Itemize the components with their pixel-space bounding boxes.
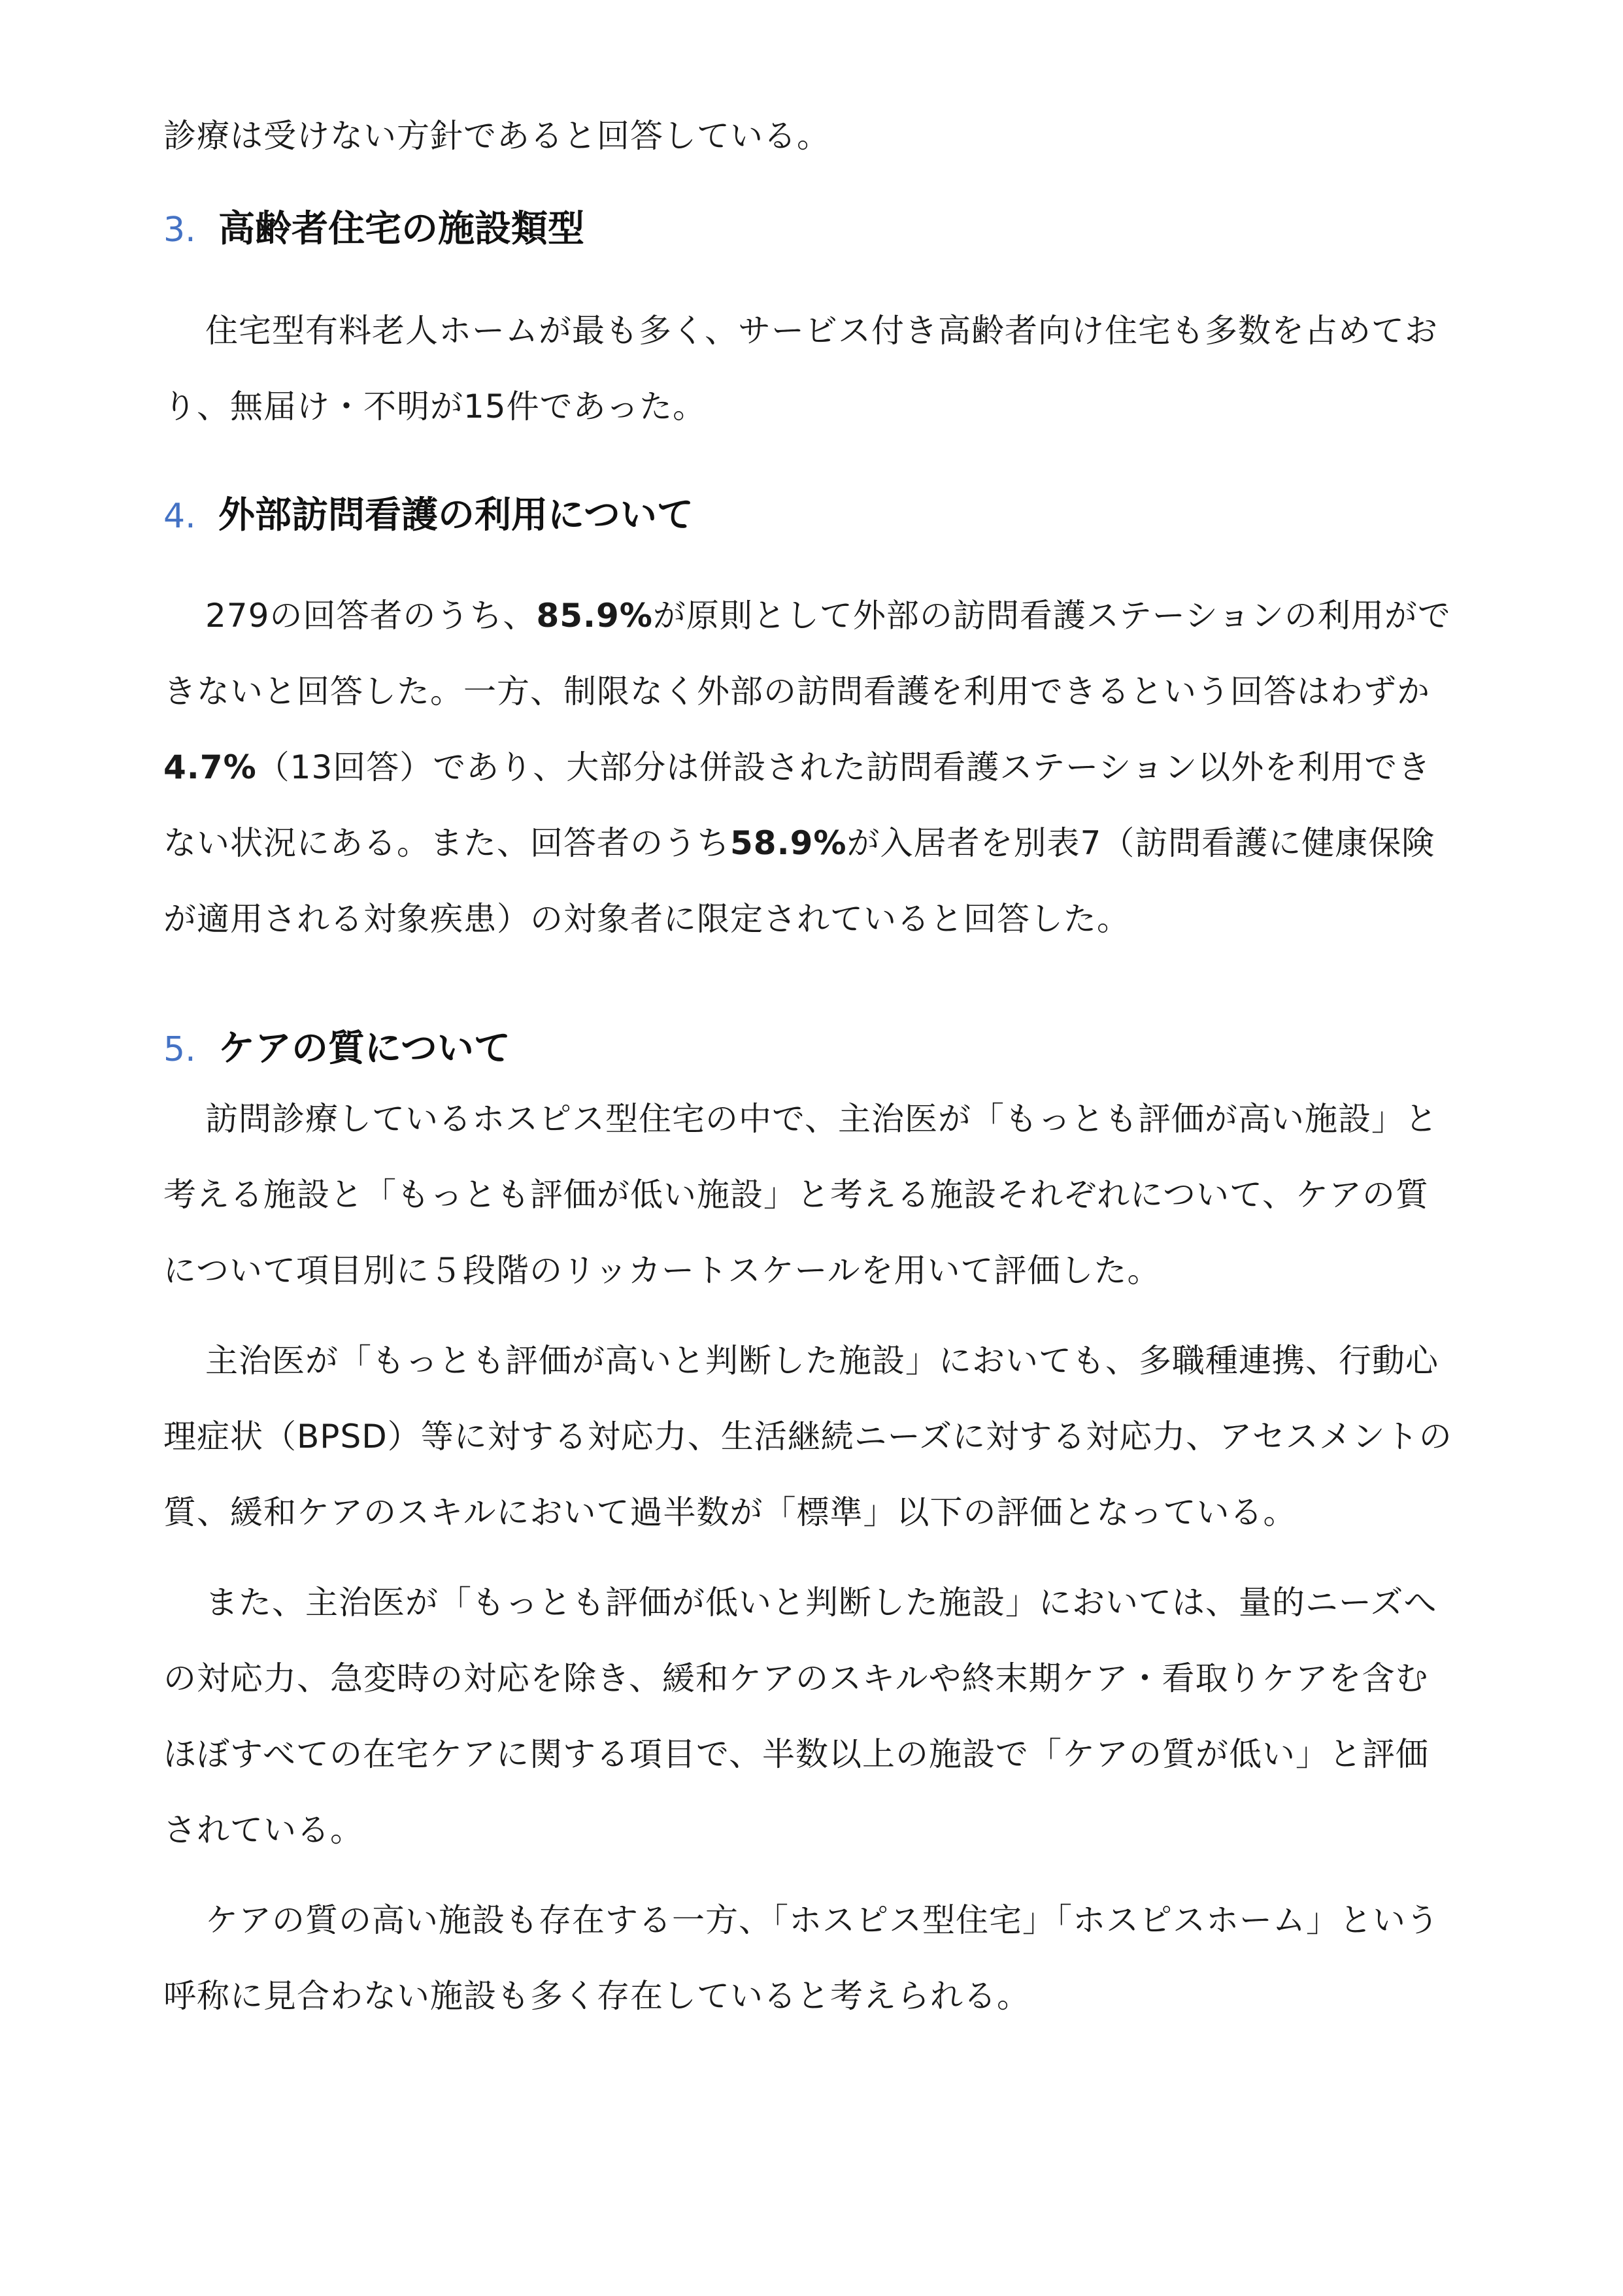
section-3-paragraph: 住宅型有料老人ホームが最も多く、サービス付き高齢者向け住宅も多数を占めており、無届け・不明が15件であった。 — [163, 312, 1438, 425]
section-4-paragraph — [163, 578, 1460, 957]
section-3-heading — [163, 200, 1460, 252]
section-5-heading — [163, 1020, 1460, 1072]
section-5-paragraph-2: 主治医が「もっとも評価が高いと判断した施設」においても、多職種連携、行動心理症状（BPSD）等に対する対応力、生活継続ニーズに対する対応力、アセスメントの質、緩和ケアのスキルにおいて過半数が「標準」以下の評価となっている。 — [163, 1342, 1452, 1531]
section-5-paragraph-3: また、主治医が「もっとも評価が低いと判断した施設」においては、量的ニーズへの対応力、急変時の対応を除き、緩和ケアのスキルや終末期ケア・看取りケアを含むほぼすべての在宅ケアに関する項目で、半数以上の施設で「ケアの質が低い」と評価されている。 — [163, 1584, 1437, 1849]
section-4-text-2: が原則として外部の訪問看護ステーションの利用ができないと回答した。一方、制限なく外部の訪問看護を利用できるという回答はわずか — [163, 597, 1451, 710]
section-5-title: ケアの質について — [218, 1027, 510, 1070]
intro-tail-text: 診療は受けない方針であると回答している。 — [163, 117, 830, 155]
section-4-title: 外部訪問看護の利用について — [218, 494, 694, 537]
section-4-heading — [163, 486, 1460, 539]
section-4-bold-2: 4.7% — [163, 748, 257, 786]
section-4-number: 4. — [163, 497, 196, 536]
section-4-bold-3: 58.9% — [730, 824, 847, 862]
section-5-number: 5. — [163, 1030, 196, 1069]
section-5-paragraph-4: ケアの質の高い施設も存在する一方、「ホスピス型住宅」「ホスピスホーム」という呼称に見合わない施設も多く存在していると考えられる。 — [163, 1901, 1439, 2015]
section-3-title: 高齢者住宅の施設類型 — [218, 208, 584, 250]
section-4-text-3: （13回答）であり、大部分は併設された訪問看護ステーション以外を利用できない状況にある。また、回答者のうち — [163, 748, 1431, 862]
section-5-paragraph-1: 訪問診療しているホスピス型住宅の中で、主治医が「もっとも評価が高い施設」と考える施設と「もっとも評価が低い施設」と考える施設それぞれについて、ケアの質について項目別に５段階のリッカートスケールを用いて評価した。 — [163, 1100, 1438, 1289]
section-3-number: 3. — [163, 210, 196, 250]
section-4-text-4: が入居者を別表7（訪問看護に健康保険が適用される対象疾患）の対象者に限定されていると回答した。 — [163, 824, 1435, 938]
section-4-text-1: 279の回答者のうち、 — [205, 597, 537, 635]
section-4-bold-1: 85.9% — [536, 597, 653, 635]
